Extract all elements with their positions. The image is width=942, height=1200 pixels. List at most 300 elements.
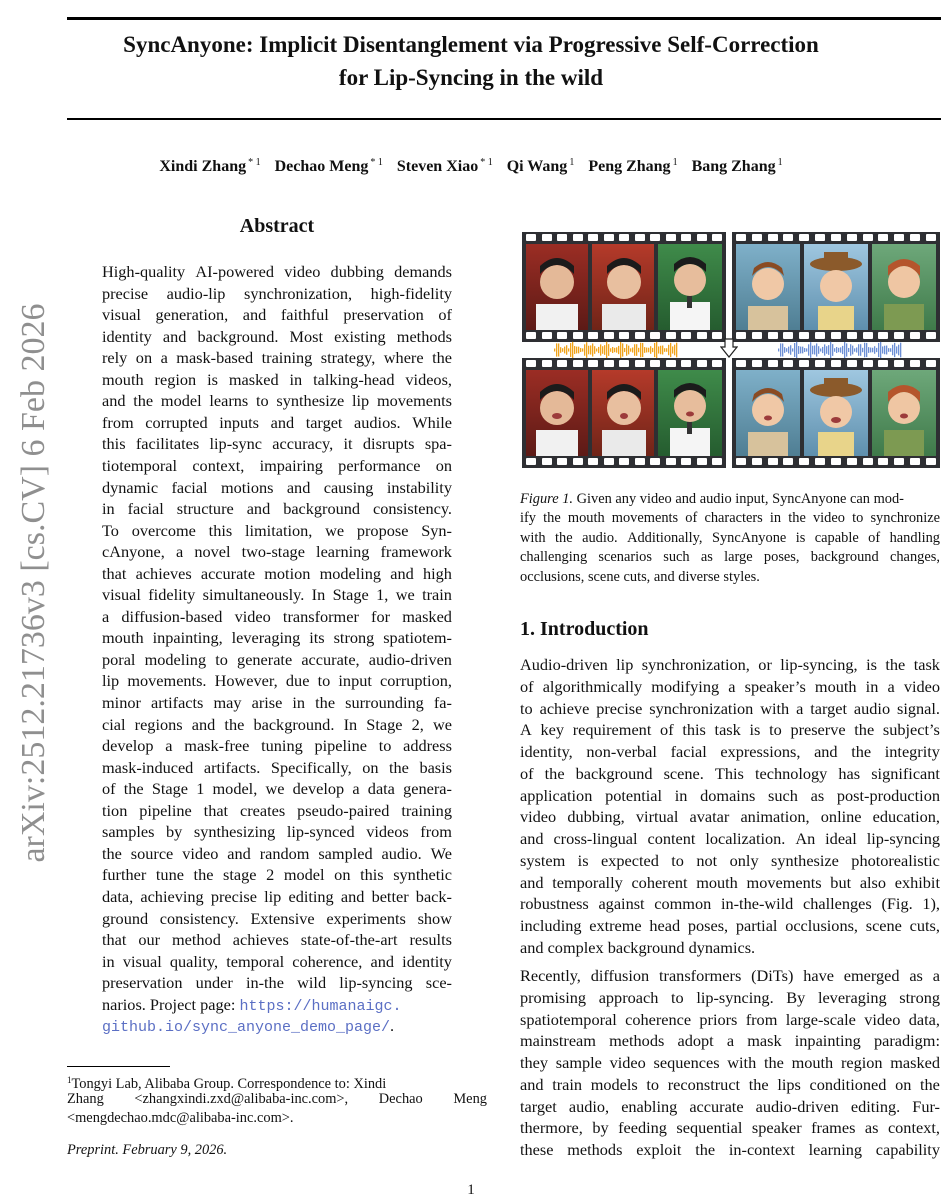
- text-line: that our method achieves state-of-the-art results: [102, 930, 452, 950]
- sprocket-hole: [815, 458, 825, 465]
- waveform-bar: [656, 342, 657, 358]
- video-frame: [804, 370, 868, 456]
- abstract-heading: Abstract: [239, 215, 315, 237]
- video-frame: [736, 244, 800, 330]
- text-line: a diffusion-based video transformer for masked: [102, 606, 452, 626]
- sprocket-hole: [768, 360, 778, 367]
- text-line: tion pipeline that creates pseudo-paired training: [102, 800, 452, 820]
- text-line: this facilitates lip-sync accuracy, it disrupts spa-: [102, 434, 452, 454]
- waveform-bar: [778, 349, 779, 352]
- sprocket-hole: [863, 332, 873, 339]
- text-line: mainstream methods adopt a mask inpainting paradigm:: [520, 1031, 940, 1051]
- waveform-bar: [596, 348, 597, 351]
- film-holes: [526, 360, 722, 368]
- sprocket-hole: [863, 234, 873, 241]
- text-line: dynamic facial motions and causing instability: [102, 477, 452, 497]
- waveform-bar: [608, 344, 609, 356]
- film-holes: [526, 332, 722, 340]
- arxiv-sidebar-id: arXiv:2512.21736v3 [cs.CV] 6 Feb 2026: [15, 303, 52, 863]
- sprocket-hole: [557, 458, 567, 465]
- text-line: preservation under in-the wild lip-syncing sce-: [102, 973, 452, 993]
- waveform-bar: [828, 345, 829, 355]
- waveform-bar: [618, 346, 619, 354]
- sprocket-hole: [712, 458, 722, 465]
- sprocket-hole: [878, 332, 888, 339]
- waveform-bar: [590, 345, 591, 354]
- waveform-bar: [860, 344, 861, 356]
- sprocket-hole: [526, 360, 536, 367]
- sprocket-hole: [666, 458, 676, 465]
- waveform-bar: [848, 348, 849, 352]
- waveform-bar: [816, 343, 817, 356]
- sprocket-hole: [894, 458, 904, 465]
- text-line: and temporally coherent mouth movements but also exhibit: [520, 872, 940, 892]
- sprocket-hole: [831, 360, 841, 367]
- waveform-bar: [804, 348, 805, 352]
- sprocket-hole: [752, 332, 762, 339]
- waveform-bar: [824, 344, 825, 355]
- text-line: further tune the stage 2 model on this synthetic: [102, 865, 452, 885]
- waveform-bar: [570, 343, 571, 357]
- waveform-bar: [614, 348, 615, 352]
- waveform-bar: [638, 348, 639, 352]
- sprocket-hole: [768, 458, 778, 465]
- video-frame: [872, 370, 936, 456]
- author-list: [0, 157, 942, 176]
- waveform-bar: [786, 348, 787, 352]
- sprocket-hole: [557, 332, 567, 339]
- waveform-bar: [846, 343, 847, 356]
- sprocket-hole: [847, 234, 857, 241]
- title-line-2: for Lip-Syncing in the wild: [338, 65, 604, 90]
- waveform-bar: [616, 347, 617, 352]
- sprocket-hole: [783, 360, 793, 367]
- waveform-bar: [634, 344, 635, 356]
- footnote-line-1: $^1$Tongyi Lab, Alibaba Group. Correspondence to: Xindi: [67, 1075, 387, 1092]
- waveform-bar: [650, 346, 651, 354]
- sprocket-hole: [783, 332, 793, 339]
- waveform-bar: [890, 348, 891, 352]
- author: Peng Zhang $^1$: [588, 157, 678, 175]
- text-line: samples by synthesizing lip-synced videos from: [102, 822, 452, 842]
- text-line: promising approach to lip-syncing. By leveraging strong: [520, 987, 940, 1007]
- waveform-bar: [810, 342, 811, 358]
- waveform-bar: [806, 348, 807, 351]
- text-line: spatiotemporal coherence priors from large-scale video data,: [520, 1009, 940, 1029]
- sprocket-hole: [666, 332, 676, 339]
- author: Bang Zhang $^1$: [691, 157, 783, 175]
- sprocket-hole: [666, 234, 676, 241]
- film-strip-top-right: [732, 232, 940, 342]
- text-line: of the background scene. This technology has significant: [520, 763, 940, 783]
- waveform-bar: [604, 345, 605, 355]
- audio-waveform-left: [554, 341, 678, 359]
- waveform-bar: [900, 343, 901, 358]
- waveform-bar: [646, 348, 647, 353]
- waveform-bar: [802, 347, 803, 354]
- video-frame: [736, 370, 800, 456]
- film-holes: [736, 332, 936, 340]
- text-line: robustness against common in-the-wild challenges (Fig. 1),: [520, 894, 940, 914]
- sprocket-hole: [666, 360, 676, 367]
- waveform-bar: [624, 348, 625, 352]
- sprocket-hole: [712, 234, 722, 241]
- text-line: rely on a mask-based training strategy, where the: [102, 348, 452, 368]
- text-line: minor artifacts may arise in the surrounding fa-: [102, 693, 452, 712]
- sprocket-hole: [752, 234, 762, 241]
- sprocket-hole: [799, 458, 809, 465]
- sprocket-hole: [768, 234, 778, 241]
- waveform-bar: [572, 342, 573, 358]
- film-strip-top-left: [522, 232, 726, 342]
- text-line: cAnyone, a novel two-stage learning framework: [102, 542, 452, 562]
- waveform-bar: [612, 347, 613, 353]
- text-line: To overcome this limitation, we propose Syn-: [102, 520, 452, 540]
- text-line: and the model learns to synthesize lip movements: [102, 391, 452, 411]
- sprocket-hole: [573, 332, 583, 339]
- waveform-bar: [580, 348, 581, 352]
- waveform-bar: [676, 343, 677, 358]
- title-line-1: SyncAnyone: Implicit Disentanglement via Progressive Self-Correction: [123, 32, 819, 57]
- text-line: from corrupted inputs and target audios. While: [102, 412, 452, 432]
- waveform-bar: [874, 346, 875, 354]
- sprocket-hole: [752, 458, 762, 465]
- down-arrow-icon: [720, 338, 738, 358]
- waveform-bar: [554, 349, 555, 352]
- sprocket-hole: [542, 332, 552, 339]
- page-number: 1: [467, 1182, 475, 1198]
- waveform-bar: [834, 348, 835, 352]
- waveform-bar: [672, 346, 673, 353]
- waveform-bar: [812, 346, 813, 355]
- sprocket-hole: [831, 234, 841, 241]
- waveform-bar: [866, 343, 867, 357]
- film-holes: [526, 234, 722, 242]
- text-line: mouth inpainting, leveraging its strong spatiotem-: [102, 628, 452, 648]
- sprocket-hole: [650, 458, 660, 465]
- text-line: they sample video sequences with the mouth region masked: [520, 1053, 940, 1072]
- waveform-bar: [588, 346, 589, 355]
- sprocket-hole: [894, 234, 904, 241]
- waveform-bar: [666, 348, 667, 352]
- sprocket-hole: [799, 234, 809, 241]
- sprocket-hole: [712, 360, 722, 367]
- text-line: data, achieving precise lip editing and better back-: [102, 886, 452, 906]
- waveform-bar: [840, 347, 841, 352]
- waveform-bar: [876, 348, 877, 352]
- sprocket-hole: [799, 360, 809, 367]
- sprocket-hole: [926, 332, 936, 339]
- sprocket-hole: [526, 458, 536, 465]
- text-line: occlusions, scene cuts, and diverse styles.: [520, 568, 760, 585]
- waveform-bar: [640, 343, 641, 358]
- waveform-bar: [586, 342, 587, 358]
- waveform-bar: [792, 348, 793, 351]
- waveform-bar: [880, 342, 881, 358]
- sprocket-hole: [847, 360, 857, 367]
- sprocket-hole: [697, 332, 707, 339]
- sprocket-hole: [831, 332, 841, 339]
- sprocket-hole: [783, 234, 793, 241]
- sprocket-hole: [863, 458, 873, 465]
- text-line: application potential in domains such as post-production: [520, 785, 940, 805]
- sprocket-hole: [697, 360, 707, 367]
- text-line: and cross-lingual content localization. An ideal lip-syncing: [520, 829, 940, 848]
- waveform-bar: [648, 348, 649, 353]
- waveform-bar: [620, 342, 621, 358]
- text-line: challenging scenarios such as large poses, background changes,: [520, 549, 940, 565]
- text-line: develop a mask-free tuning pipeline to address: [102, 736, 452, 756]
- text-line: A key requirement of this task is to preserve the subject’s: [520, 720, 940, 740]
- text-line: precise audio-lip synchronization, high-fidelity: [102, 283, 452, 303]
- waveform-bar: [628, 346, 629, 355]
- sprocket-hole: [588, 234, 598, 241]
- text-line: tiotemporal context, impairing performance on: [102, 455, 452, 475]
- sprocket-hole: [926, 458, 936, 465]
- waveform-bar: [814, 345, 815, 354]
- waveform-bar: [862, 348, 863, 352]
- text-line: ify the mouth movements of characters in the video to synchronize: [520, 510, 940, 526]
- sprocket-hole: [768, 332, 778, 339]
- sprocket-hole: [910, 234, 920, 241]
- waveform-bar: [790, 345, 791, 355]
- text-line: cial regions and the background. In Stage 2, we: [102, 714, 452, 734]
- sprocket-hole: [635, 458, 645, 465]
- film-holes: [736, 234, 936, 242]
- text-line: Recently, diffusion transformers (DiTs) have emerged as a: [520, 966, 940, 985]
- text-line: in visual quality, temporal coherence, and identity: [102, 951, 452, 971]
- sprocket-hole: [736, 458, 746, 465]
- waveform-bar: [664, 348, 665, 352]
- waveform-bar: [630, 348, 631, 351]
- author: Steven Xiao $^{* 1}$: [396, 157, 493, 175]
- sprocket-hole: [910, 332, 920, 339]
- sprocket-hole: [926, 360, 936, 367]
- text-line: ground consistency. Extensive experiments show: [102, 908, 452, 928]
- waveform-bar: [566, 345, 567, 355]
- figure-caption-line-1: Figure 1. Given any video and audio input, SyncAnyone can mod-: [520, 491, 904, 507]
- waveform-bar: [844, 342, 845, 358]
- film-strip-bottom-left: [522, 358, 726, 468]
- waveform-bar: [858, 344, 859, 356]
- sprocket-hole: [736, 234, 746, 241]
- waveform-bar: [888, 348, 889, 352]
- text-line: these methods exploit the in-context learning capability: [520, 1140, 940, 1159]
- sprocket-hole: [831, 458, 841, 465]
- video-frame: [526, 370, 588, 456]
- sprocket-hole: [697, 458, 707, 465]
- waveform-bar: [864, 343, 865, 358]
- waveform-bar: [830, 342, 831, 359]
- waveform-bar: [884, 346, 885, 355]
- text-line: the source video and random sampled audio. We: [102, 843, 452, 863]
- sprocket-hole: [573, 458, 583, 465]
- waveform-bar: [582, 348, 583, 351]
- waveform-bar: [798, 346, 799, 354]
- video-frame: [526, 244, 588, 330]
- text-line: High-quality AI-powered video dubbing demands: [102, 262, 452, 281]
- sprocket-hole: [635, 332, 645, 339]
- video-frame: [804, 244, 868, 330]
- title-bottom-rule: [67, 118, 941, 120]
- audio-waveform-right: [778, 341, 902, 359]
- waveform-bar: [794, 343, 795, 357]
- waveform-bar: [558, 343, 559, 356]
- sprocket-hole: [650, 332, 660, 339]
- video-frame: [658, 370, 722, 456]
- waveform-bar: [564, 347, 565, 354]
- waveform-bar: [868, 347, 869, 353]
- waveform-bar: [622, 343, 623, 356]
- text-line: and complex background dynamics.: [520, 937, 756, 957]
- waveform-bar: [826, 346, 827, 354]
- project-link[interactable]: https://humanaigc.: [239, 998, 402, 1015]
- footnote-rule: [67, 1066, 170, 1067]
- sprocket-hole: [878, 234, 888, 241]
- waveform-bar: [560, 347, 561, 353]
- text-line: Audio-driven lip synchronization, or lip-syncing, is the task: [520, 655, 940, 674]
- text-line: mouth region is masked in talking-head videos,: [102, 369, 452, 389]
- sprocket-hole: [894, 332, 904, 339]
- waveform-bar: [610, 348, 611, 352]
- sprocket-hole: [650, 234, 660, 241]
- sprocket-hole: [619, 458, 629, 465]
- film-strip-bottom-right: [732, 358, 940, 468]
- waveform-bar: [780, 343, 781, 356]
- author: Dechao Meng $^{* 1}$: [274, 157, 383, 175]
- text-line: with the audio. Additionally, SyncAnyone is capable of handling: [520, 529, 940, 546]
- waveform-bar: [652, 348, 653, 352]
- sprocket-hole: [542, 458, 552, 465]
- paper-title: [0, 28, 942, 94]
- waveform-bar: [898, 345, 899, 356]
- waveform-bar: [892, 345, 893, 355]
- text-line: system is expected to not only synthesize photorealistic: [520, 850, 940, 870]
- footnote-line-2: Zhang <zhangxindi.zxd@alibaba-inc.com>, Dechao Meng: [67, 1091, 487, 1107]
- sprocket-hole: [847, 332, 857, 339]
- waveform-bar: [870, 348, 871, 353]
- waveform-bar: [644, 347, 645, 353]
- sprocket-hole: [635, 360, 645, 367]
- waveform-bar: [626, 344, 627, 356]
- waveform-bar: [602, 346, 603, 354]
- text-line: including extreme head poses, partial occlusions, scene cuts,: [520, 916, 940, 935]
- waveform-bar: [856, 347, 857, 352]
- sprocket-hole: [910, 360, 920, 367]
- waveform-bar: [642, 343, 643, 357]
- text-line: that achieves accurate motion modeling and high: [102, 563, 452, 583]
- sprocket-hole: [681, 234, 691, 241]
- waveform-bar: [788, 347, 789, 354]
- sprocket-hole: [619, 360, 629, 367]
- waveform-bar: [896, 346, 897, 353]
- text-line: lip movements. However, due to input corruption,: [102, 671, 452, 691]
- text-line: of the Stage 1 model, we develop a data genera-: [102, 779, 452, 799]
- sprocket-hole: [619, 332, 629, 339]
- text-line: identity and background. Most existing methods: [102, 326, 452, 346]
- waveform-bar: [658, 346, 659, 353]
- sprocket-hole: [894, 360, 904, 367]
- waveform-bar: [850, 344, 851, 356]
- sprocket-hole: [697, 234, 707, 241]
- waveform-bar: [842, 346, 843, 354]
- text-line: and train models to reconstruct the lips conditioned on the: [520, 1074, 940, 1094]
- sprocket-hole: [878, 360, 888, 367]
- waveform-bar: [574, 346, 575, 354]
- waveform-bar: [662, 346, 663, 355]
- waveform-bar: [808, 344, 809, 355]
- sprocket-hole: [557, 234, 567, 241]
- waveform-bar: [636, 344, 637, 356]
- text-line: to achieve precise synchronization with a target audio signal.: [520, 698, 940, 718]
- sprocket-hole: [588, 360, 598, 367]
- sprocket-hole: [542, 234, 552, 241]
- video-frame: [592, 244, 654, 330]
- waveform-bar: [578, 347, 579, 354]
- abstract-url-line: github.io/sync_anyone_demo_page/.: [102, 1016, 395, 1036]
- waveform-bar: [660, 346, 661, 355]
- sprocket-hole: [799, 332, 809, 339]
- sprocket-hole: [604, 234, 614, 241]
- sprocket-hole: [573, 360, 583, 367]
- abstract-last-line: narios. Project page: https://humanaigc.: [102, 995, 402, 1015]
- figure-1: [522, 232, 940, 468]
- waveform-bar: [818, 346, 819, 354]
- waveform-bar: [782, 343, 783, 356]
- sprocket-hole: [815, 332, 825, 339]
- top-rule: [67, 17, 941, 20]
- sprocket-hole: [681, 360, 691, 367]
- waveform-bar: [584, 344, 585, 355]
- waveform-bar: [556, 343, 557, 356]
- sprocket-hole: [815, 234, 825, 241]
- sprocket-hole: [910, 458, 920, 465]
- video-frame: [872, 244, 936, 330]
- video-frame: [658, 244, 722, 330]
- sprocket-hole: [573, 234, 583, 241]
- sprocket-hole: [681, 332, 691, 339]
- waveform-bar: [598, 347, 599, 353]
- sprocket-hole: [815, 360, 825, 367]
- sprocket-hole: [604, 458, 614, 465]
- waveform-bar: [594, 346, 595, 354]
- sprocket-hole: [557, 360, 567, 367]
- sprocket-hole: [588, 458, 598, 465]
- sprocket-hole: [681, 458, 691, 465]
- text-line: thermore, by feeding sequential speaker frames as context,: [520, 1118, 940, 1138]
- sprocket-hole: [736, 360, 746, 367]
- sprocket-hole: [752, 360, 762, 367]
- text-line: of algorithmically modifying a speaker’s mouth in a video: [520, 676, 940, 696]
- waveform-bar: [668, 345, 669, 355]
- sprocket-hole: [604, 332, 614, 339]
- waveform-bar: [654, 343, 655, 357]
- text-line: in facial structure and background consistency.: [102, 499, 452, 519]
- waveform-bar: [600, 344, 601, 355]
- waveform-bar: [606, 342, 607, 359]
- sprocket-hole: [847, 458, 857, 465]
- waveform-bar: [854, 348, 855, 351]
- preprint-note: Preprint. February 9, 2026.: [67, 1142, 228, 1158]
- text-line: target audio, enabling accurate audio-driven editing. Fur-: [520, 1096, 940, 1116]
- section-heading-introduction: 1. Introduction: [520, 618, 649, 640]
- text-line: poral modeling to generate accurate, audio-driven: [102, 649, 452, 669]
- sprocket-hole: [588, 332, 598, 339]
- project-link-cont[interactable]: github.io/sync_anyone_demo_page/: [102, 1019, 391, 1036]
- sprocket-hole: [863, 360, 873, 367]
- film-holes: [526, 458, 722, 466]
- waveform-bar: [882, 346, 883, 353]
